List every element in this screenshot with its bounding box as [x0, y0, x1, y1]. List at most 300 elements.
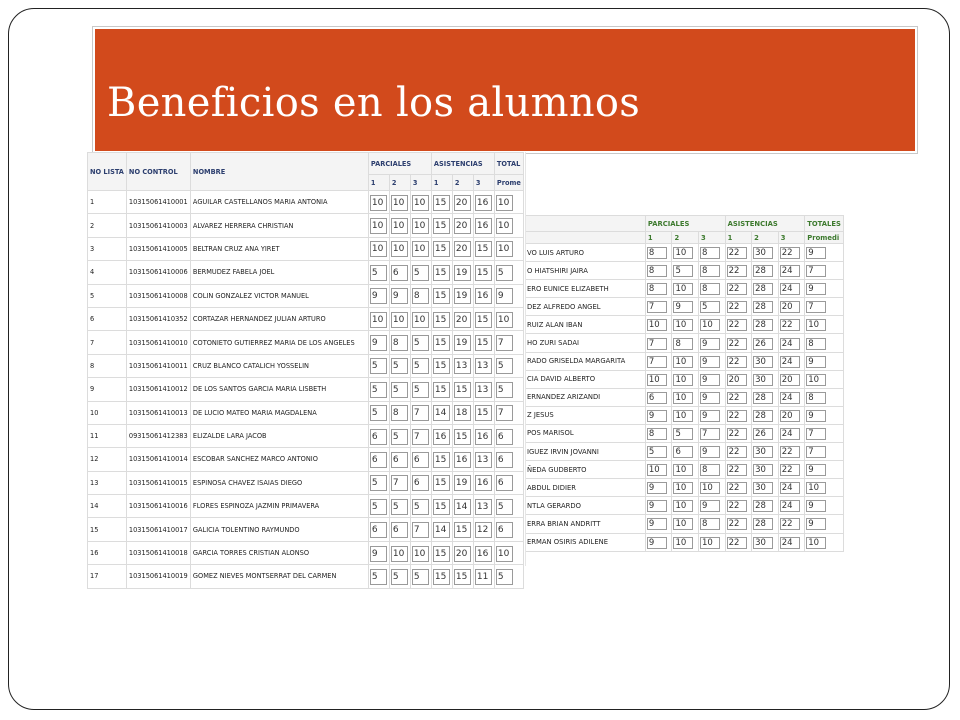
asistencia-2-input[interactable]: 30 [753, 247, 773, 259]
parcial-2-input[interactable]: 10 [391, 312, 408, 328]
parcial-1-input[interactable]: 5 [370, 569, 387, 585]
promedio-input[interactable]: 7 [806, 446, 826, 458]
asistencia-1-cell [725, 479, 752, 497]
parcial-1-input[interactable]: 7 [647, 356, 667, 368]
parcial-1-input[interactable]: 6 [370, 429, 387, 445]
control-cell: 10315061410352 [126, 307, 190, 330]
asistencia-1-cell [431, 448, 452, 471]
parcial-1-input[interactable]: 7 [647, 338, 667, 350]
parcial-1-input[interactable]: 10 [370, 195, 387, 211]
parcial-3-input[interactable]: 8 [412, 288, 429, 304]
parcial-2-input[interactable]: 6 [391, 452, 408, 468]
asistencia-2-input[interactable]: 30 [753, 482, 773, 494]
asistencia-3-cell [778, 461, 805, 479]
parcial-3-input[interactable]: 9 [700, 500, 720, 512]
asistencia-1-cell [431, 495, 452, 518]
parcial-3-input[interactable]: 8 [700, 518, 720, 530]
parcial-1-input[interactable]: 5 [647, 446, 667, 458]
parcial-3-input[interactable]: 9 [700, 410, 720, 422]
parcial-3-input[interactable]: 9 [700, 446, 720, 458]
asistencia-2-input[interactable]: 19 [454, 288, 471, 304]
asistencia-1-input[interactable]: 20 [727, 374, 747, 386]
parcial-2-input[interactable]: 5 [391, 382, 408, 398]
asistencia-3-input[interactable]: 16 [475, 475, 492, 491]
asistencia-1-input[interactable]: 14 [433, 405, 450, 421]
parcial-3-input[interactable]: 8 [700, 265, 720, 277]
parcial-1-input[interactable]: 10 [647, 374, 667, 386]
promedio-input[interactable]: 10 [496, 218, 513, 234]
parcial-1-input[interactable]: 8 [647, 283, 667, 295]
asistencia-3-input[interactable]: 24 [780, 500, 800, 512]
asistencia-1-input[interactable]: 16 [433, 429, 450, 445]
grade-sheet-front [87, 152, 525, 582]
asistencia-1-input[interactable]: 15 [433, 499, 450, 515]
parcial-3-input[interactable]: 7 [412, 429, 429, 445]
parcial-1-input[interactable]: 8 [647, 265, 667, 277]
parcial-3-input[interactable]: 6 [412, 475, 429, 491]
asistencia-2-input[interactable]: 30 [753, 374, 773, 386]
asistencia-1-cell [431, 307, 452, 330]
parcial-1-input[interactable]: 10 [370, 312, 387, 328]
parcial-3-cell [699, 280, 726, 298]
asistencia-1-input[interactable]: 15 [433, 218, 450, 234]
table-row [88, 237, 524, 260]
asistencia-1-input[interactable]: 15 [433, 241, 450, 257]
promedio-input[interactable]: 10 [806, 319, 826, 331]
asistencia-2-input[interactable]: 26 [753, 428, 773, 440]
control-cell: 10315061410012 [126, 378, 190, 401]
promedio-input[interactable]: 10 [806, 374, 826, 386]
nombre-cell: ABDUL DIDIER [525, 479, 646, 497]
asistencia-2-input[interactable]: 15 [454, 382, 471, 398]
parcial-3-input[interactable]: 9 [700, 338, 720, 350]
parcial-1-input[interactable]: 9 [647, 410, 667, 422]
asistencia-2-input[interactable]: 28 [753, 500, 773, 512]
parcial-2-input[interactable]: 10 [673, 356, 693, 368]
asistencia-1-input[interactable]: 22 [727, 283, 747, 295]
asistencia-3-cell [778, 352, 805, 370]
asistencia-1-cell [725, 461, 752, 479]
asistencia-2-input[interactable]: 30 [753, 464, 773, 476]
lista-cell: 10 [88, 401, 127, 424]
parcial-2-input[interactable]: 6 [391, 522, 408, 538]
asistencia-3-input[interactable]: 16 [475, 195, 492, 211]
parcial-3-input[interactable]: 9 [700, 392, 720, 404]
parcial-3-input[interactable]: 10 [412, 546, 429, 562]
asistencia-1-input[interactable]: 22 [727, 464, 747, 476]
asistencia-3-input[interactable]: 15 [475, 405, 492, 421]
parcial-2-input[interactable]: 10 [673, 247, 693, 259]
asistencia-1-input[interactable]: 15 [433, 335, 450, 351]
asistencia-1-cell [431, 331, 452, 354]
promedio-input[interactable]: 7 [806, 428, 826, 440]
asistencia-1-input[interactable]: 15 [433, 195, 450, 211]
asistencia-3-input[interactable]: 15 [475, 265, 492, 281]
parcial-1-cell [368, 448, 389, 471]
asistencia-2-input[interactable]: 15 [454, 569, 471, 585]
asistencia-3-input[interactable]: 22 [780, 518, 800, 530]
asistencia-1-input[interactable]: 15 [433, 452, 450, 468]
parcial-1-input[interactable]: 5 [370, 358, 387, 374]
asistencia-2-input[interactable]: 28 [753, 392, 773, 404]
promedio-input[interactable]: 5 [496, 382, 513, 398]
parcial-2-input[interactable]: 10 [391, 546, 408, 562]
parcial-2-input[interactable]: 10 [673, 464, 693, 476]
promedio-cell [494, 565, 523, 588]
parcial-2-input[interactable]: 5 [391, 429, 408, 445]
asistencia-1-input[interactable]: 22 [727, 356, 747, 368]
asistencia-3-input[interactable]: 13 [475, 358, 492, 374]
promedio-input[interactable]: 8 [806, 338, 826, 350]
promedio-input[interactable]: 10 [496, 312, 513, 328]
parcial-1-input[interactable]: 10 [647, 319, 667, 331]
asistencia-3-input[interactable]: 13 [475, 499, 492, 515]
asistencia-1-input[interactable]: 15 [433, 546, 450, 562]
promedio-input[interactable]: 9 [806, 247, 826, 259]
promedio-input[interactable]: 10 [806, 482, 826, 494]
parcial-1-input[interactable]: 5 [370, 405, 387, 421]
promedio-input[interactable]: 5 [496, 569, 513, 585]
asistencia-2-input[interactable]: 20 [454, 195, 471, 211]
asistencia-2-input[interactable]: 26 [753, 338, 773, 350]
parcial-3-cell [410, 401, 431, 424]
asistencia-3-input[interactable]: 24 [780, 356, 800, 368]
promedio-input[interactable]: 6 [496, 452, 513, 468]
parcial-2-input[interactable]: 10 [673, 392, 693, 404]
asistencia-1-input[interactable]: 22 [727, 518, 747, 530]
asistencia-1-cell [725, 443, 752, 461]
nombre-cell: COLIN GONZALEZ VICTOR MANUEL [190, 284, 368, 307]
parcial-2-input[interactable]: 6 [673, 446, 693, 458]
totales-header: TOTAL [494, 153, 523, 175]
promedio-cell [494, 331, 523, 354]
asistencia-3-input[interactable]: 24 [780, 338, 800, 350]
asistencia-3-input[interactable]: 22 [780, 464, 800, 476]
parcial-1-input[interactable]: 9 [647, 518, 667, 530]
parcial-3-input[interactable]: 10 [700, 319, 720, 331]
asistencia-1-input[interactable]: 22 [727, 301, 747, 313]
promedio-input[interactable]: 5 [496, 499, 513, 515]
asistencia-1-input[interactable]: 22 [727, 482, 747, 494]
parcial-1-cell [645, 352, 672, 370]
asistencia-3-input[interactable]: 16 [475, 429, 492, 445]
promedio-input[interactable]: 10 [496, 241, 513, 257]
parcial-1-input[interactable]: 9 [370, 288, 387, 304]
asistencia-1-input[interactable]: 14 [433, 522, 450, 538]
parcial-1-input[interactable]: 7 [647, 301, 667, 313]
asistencia-1-input[interactable]: 22 [727, 338, 747, 350]
promedio-input[interactable]: 6 [496, 429, 513, 445]
asistencia-2-input[interactable]: 30 [753, 446, 773, 458]
parcial-3-cell [410, 214, 431, 237]
asistencia-3-input[interactable]: 24 [780, 392, 800, 404]
parcial-3-input[interactable]: 10 [412, 218, 429, 234]
parcial-2-input[interactable]: 10 [673, 537, 693, 549]
parcial-2-input[interactable]: 5 [673, 265, 693, 277]
parcial-2-input[interactable]: 10 [673, 283, 693, 295]
parcial-3-input[interactable]: 7 [412, 405, 429, 421]
asistencia-1-input[interactable]: 22 [727, 392, 747, 404]
parcial-1-input[interactable]: 6 [370, 522, 387, 538]
promedio-input[interactable]: 9 [806, 283, 826, 295]
promedio-input[interactable]: 7 [496, 335, 513, 351]
parcial-3-input[interactable]: 5 [412, 382, 429, 398]
lista-cell: 15 [88, 518, 127, 541]
parcial-1-cell [368, 237, 389, 260]
parcial-1-input[interactable]: 6 [370, 452, 387, 468]
asistencia-2-input[interactable]: 20 [454, 241, 471, 257]
asistencia-1-input[interactable]: 22 [727, 446, 747, 458]
asistencia-1-input[interactable]: 22 [727, 265, 747, 277]
parcial-3-input[interactable]: 10 [700, 482, 720, 494]
asistencia-1-input[interactable]: 15 [433, 569, 450, 585]
asistencia-1-cell [431, 284, 452, 307]
asistencia-3-input[interactable]: 22 [780, 247, 800, 259]
parcial-2-input[interactable]: 8 [673, 338, 693, 350]
asistencia-2-input[interactable]: 30 [753, 356, 773, 368]
parcial-3-input[interactable]: 5 [412, 499, 429, 515]
parcial-2-input[interactable]: 10 [673, 374, 693, 386]
promedio-cell [805, 262, 844, 280]
asistencia-1-input[interactable]: 22 [727, 247, 747, 259]
parcial-2-input[interactable]: 9 [673, 301, 693, 313]
parcial-1-cell [645, 298, 672, 316]
asistencia-3-cell [473, 471, 494, 494]
asistencia-2-input[interactable]: 18 [454, 405, 471, 421]
promedio-input[interactable]: 7 [806, 301, 826, 313]
parcial-3-input[interactable]: 6 [412, 452, 429, 468]
asistencia-3-input[interactable]: 15 [475, 241, 492, 257]
parcial-1-cell [645, 334, 672, 352]
subheader: 2 [752, 232, 779, 244]
grade-rows-front [88, 191, 524, 589]
asistencia-3-input[interactable]: 24 [780, 265, 800, 277]
promedio-input[interactable]: 9 [806, 356, 826, 368]
table-row [88, 214, 524, 237]
parcial-2-input[interactable]: 5 [391, 569, 408, 585]
asistencia-2-input[interactable]: 15 [454, 429, 471, 445]
asistencia-1-input[interactable]: 22 [727, 537, 747, 549]
asistencia-2-input[interactable]: 28 [753, 265, 773, 277]
parcial-2-input[interactable]: 10 [673, 500, 693, 512]
parcial-1-cell [645, 370, 672, 388]
promedio-input[interactable]: 5 [496, 358, 513, 374]
parcial-3-input[interactable]: 10 [412, 312, 429, 328]
nombre-cell: DEZ ALFREDO ANGEL [525, 298, 646, 316]
asistencia-3-input[interactable]: 13 [475, 382, 492, 398]
parcial-3-input[interactable]: 10 [412, 195, 429, 211]
asistencia-1-input[interactable]: 22 [727, 500, 747, 512]
parcial-1-input[interactable]: 9 [370, 546, 387, 562]
asistencia-3-input[interactable]: 11 [475, 569, 492, 585]
promedio-input[interactable]: 5 [496, 265, 513, 281]
promedio-input[interactable]: 9 [806, 410, 826, 422]
asistencia-3-input[interactable]: 16 [475, 218, 492, 234]
parcial-2-input[interactable]: 9 [391, 288, 408, 304]
asistencia-2-cell [752, 424, 779, 442]
lista-cell: 16 [88, 541, 127, 564]
asistencia-2-input[interactable]: 15 [454, 522, 471, 538]
asistencia-2-input[interactable]: 28 [753, 518, 773, 530]
parcial-1-input[interactable]: 9 [647, 537, 667, 549]
asistencia-3-cell [778, 334, 805, 352]
asistencia-2-cell [452, 424, 473, 447]
asistencia-2-input[interactable]: 19 [454, 265, 471, 281]
asistencia-1-input[interactable]: 22 [727, 428, 747, 440]
parcial-3-cell [410, 565, 431, 588]
promedio-input[interactable]: 10 [496, 195, 513, 211]
parcial-1-input[interactable]: 5 [370, 475, 387, 491]
asistencia-2-input[interactable]: 30 [753, 537, 773, 549]
parcial-1-input[interactable]: 9 [647, 482, 667, 494]
promedio-input[interactable]: 6 [496, 522, 513, 538]
promedio-input[interactable]: 7 [806, 265, 826, 277]
asistencia-3-cell [778, 497, 805, 515]
parcial-2-input[interactable]: 8 [391, 405, 408, 421]
asistencia-2-cell [752, 461, 779, 479]
asistencia-1-input[interactable]: 15 [433, 382, 450, 398]
parcial-2-input[interactable]: 5 [391, 358, 408, 374]
asistencia-3-input[interactable]: 12 [475, 522, 492, 538]
asistencia-3-input[interactable]: 24 [780, 482, 800, 494]
asistencia-1-input[interactable]: 15 [433, 288, 450, 304]
asistencia-2-input[interactable]: 19 [454, 475, 471, 491]
asistencia-2-input[interactable]: 14 [454, 499, 471, 515]
asistencia-3-input[interactable]: 24 [780, 428, 800, 440]
parcial-2-cell [389, 237, 410, 260]
parcial-1-input[interactable]: 5 [370, 499, 387, 515]
parcial-1-input[interactable]: 8 [647, 428, 667, 440]
asistencia-2-input[interactable]: 13 [454, 358, 471, 374]
parcial-2-input[interactable]: 6 [391, 265, 408, 281]
asistencia-2-input[interactable]: 28 [753, 283, 773, 295]
asistencia-3-input[interactable]: 16 [475, 546, 492, 562]
asistencia-3-cell [473, 495, 494, 518]
parcial-2-input[interactable]: 10 [673, 518, 693, 530]
promedio-input[interactable]: 9 [806, 464, 826, 476]
asistencia-3-cell [473, 261, 494, 284]
asistencia-3-input[interactable]: 15 [475, 335, 492, 351]
parcial-2-input[interactable]: 5 [391, 499, 408, 515]
promedio-cell [805, 497, 844, 515]
asistencia-3-cell [778, 370, 805, 388]
parcial-1-input[interactable]: 5 [370, 382, 387, 398]
asistencia-1-input[interactable]: 22 [727, 319, 747, 331]
promedio-input[interactable]: 9 [806, 500, 826, 512]
parcial-3-input[interactable]: 5 [412, 265, 429, 281]
parcial-1-input[interactable]: 9 [370, 335, 387, 351]
promedio-input[interactable]: 10 [496, 546, 513, 562]
parcial-3-input[interactable]: 7 [700, 428, 720, 440]
asistencia-2-input[interactable]: 20 [454, 218, 471, 234]
parcial-2-input[interactable]: 10 [673, 410, 693, 422]
parcial-3-input[interactable]: 9 [700, 356, 720, 368]
parcial-2-input[interactable]: 10 [391, 241, 408, 257]
parcial-3-input[interactable]: 5 [412, 358, 429, 374]
parcial-3-input[interactable]: 5 [700, 301, 720, 313]
parcial-1-input[interactable]: 6 [647, 392, 667, 404]
parcial-3-input[interactable]: 10 [700, 537, 720, 549]
promedio-input[interactable]: 6 [496, 475, 513, 491]
asistencia-3-input[interactable]: 24 [780, 537, 800, 549]
parcial-1-cell [368, 495, 389, 518]
grade-sheet-back [524, 215, 844, 548]
parcial-2-input[interactable]: 10 [673, 482, 693, 494]
parcial-1-input[interactable]: 10 [647, 464, 667, 476]
parcial-1-input[interactable]: 10 [370, 241, 387, 257]
parcial-3-input[interactable]: 5 [412, 569, 429, 585]
promedio-input[interactable]: 8 [806, 392, 826, 404]
parcial-3-input[interactable]: 9 [700, 374, 720, 386]
nombre-cell: ALVAREZ HERRERA CHRISTIAN [190, 214, 368, 237]
asistencia-3-input[interactable]: 20 [780, 410, 800, 422]
parcial-3-input[interactable]: 8 [700, 283, 720, 295]
parcial-1-cell [368, 214, 389, 237]
parcial-1-input[interactable]: 8 [647, 247, 667, 259]
promedio-input[interactable]: 9 [806, 518, 826, 530]
nombre-cell: CORTAZAR HERNANDEZ JULIAN ARTURO [190, 307, 368, 330]
parcial-2-input[interactable]: 8 [391, 335, 408, 351]
nombre-cell: ERNANDEZ ARIZANDI [525, 388, 646, 406]
asistencia-2-input[interactable]: 19 [454, 335, 471, 351]
asistencia-2-input[interactable]: 20 [454, 546, 471, 562]
parcial-2-input[interactable]: 7 [391, 475, 408, 491]
parcial-2-cell [389, 261, 410, 284]
parcial-3-input[interactable]: 5 [412, 335, 429, 351]
asistencia-3-input[interactable]: 13 [475, 452, 492, 468]
asistencia-1-cell [725, 352, 752, 370]
parcial-1-input[interactable]: 5 [370, 265, 387, 281]
asistencia-1-input[interactable]: 15 [433, 312, 450, 328]
asistencia-1-input[interactable]: 15 [433, 475, 450, 491]
promedio-input[interactable]: 10 [806, 537, 826, 549]
asistencia-1-input[interactable]: 15 [433, 358, 450, 374]
asistencia-3-input[interactable]: 22 [780, 446, 800, 458]
asistencia-1-cell [431, 191, 452, 214]
parcial-3-cell [410, 541, 431, 564]
asistencia-1-input[interactable]: 22 [727, 410, 747, 422]
asistencia-2-input[interactable]: 16 [454, 452, 471, 468]
asistencia-2-input[interactable]: 28 [753, 410, 773, 422]
promedio-input[interactable]: 9 [496, 288, 513, 304]
parcial-2-cell [389, 448, 410, 471]
parcial-2-input[interactable]: 10 [391, 218, 408, 234]
asistencia-2-input[interactable]: 28 [753, 301, 773, 313]
asistencia-3-input[interactable]: 22 [780, 319, 800, 331]
parcial-1-input[interactable]: 10 [370, 218, 387, 234]
parcial-1-cell [645, 406, 672, 424]
parcial-2-input[interactable]: 10 [391, 195, 408, 211]
asistencia-3-input[interactable]: 20 [780, 301, 800, 313]
parcial-3-input[interactable]: 7 [412, 522, 429, 538]
parcial-3-cell [699, 298, 726, 316]
asistencia-2-input[interactable]: 28 [753, 319, 773, 331]
promedio-input[interactable]: 7 [496, 405, 513, 421]
parcial-1-input[interactable]: 9 [647, 500, 667, 512]
parcial-2-input[interactable]: 5 [673, 428, 693, 440]
asistencia-3-input[interactable]: 20 [780, 374, 800, 386]
parcial-2-input[interactable]: 10 [673, 319, 693, 331]
parcial-3-input[interactable]: 8 [700, 464, 720, 476]
parcial-3-input[interactable]: 8 [700, 247, 720, 259]
asistencia-3-input[interactable]: 15 [475, 312, 492, 328]
asistencia-2-input[interactable]: 20 [454, 312, 471, 328]
asistencia-1-input[interactable]: 15 [433, 265, 450, 281]
parcial-1-cell [645, 316, 672, 334]
parcial-3-input[interactable]: 10 [412, 241, 429, 257]
asistencia-3-input[interactable]: 16 [475, 288, 492, 304]
asistencia-3-input[interactable]: 24 [780, 283, 800, 295]
